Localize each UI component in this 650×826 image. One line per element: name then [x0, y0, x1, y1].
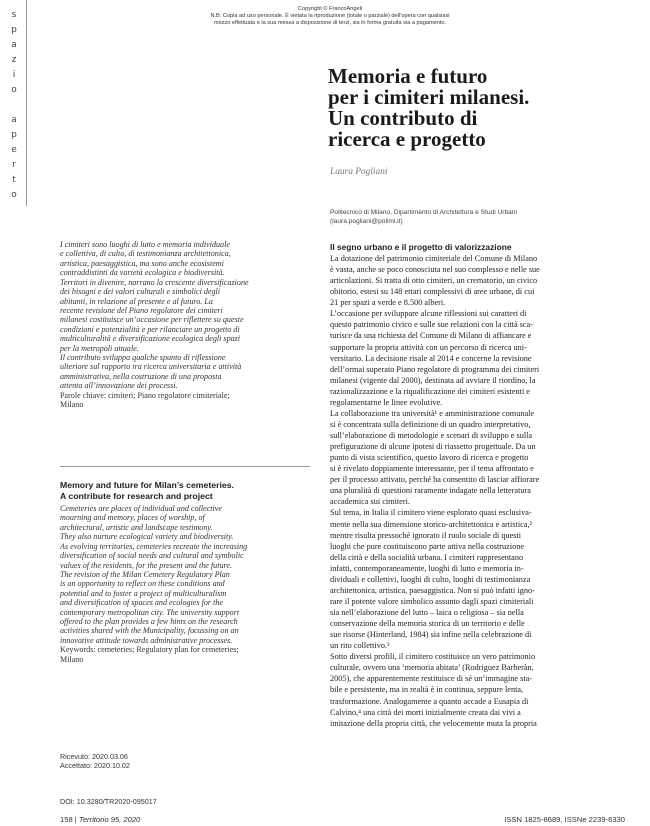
side-label-letter: i [12, 70, 16, 80]
abstract-line: They also nurture ecological variety and biodiversity. [60, 532, 234, 542]
abstract-line: The revision of the Milan Cemetery Regulatory Plan [60, 569, 230, 579]
body-text [330, 253, 628, 729]
abstract-title-line: Memory and future for Milan’s cemeteries. [60, 480, 234, 490]
article-title [328, 66, 638, 150]
body-line: questo patrimonio civico e sulle sue relazioni con la città sca- [330, 320, 533, 330]
body-line: per il processo attivato, perché ha consentito di lasciar affiorare [330, 475, 540, 485]
body-line: imitazione della propria città, che velocemente muta la propria [330, 718, 537, 728]
abstract-title-line: A contribute for research and project [60, 491, 213, 501]
body-line: trasformazione. Analogamente a quanto accade a Eusapia di [330, 696, 529, 706]
body-line: dell’ormai superato Piano regolatore di programma dei cimiteri [330, 364, 540, 374]
body-line: luoghi che pure costituiscono parte attiva nella costruzione [330, 541, 525, 551]
abstract-line: and diversification of spaces and ecologies for the [60, 598, 223, 608]
body-line: è vasta, anche se poco conosciuta nel suo complesso e nelle sue [330, 265, 540, 275]
keywords-line: Milano [60, 654, 84, 664]
body-line: architettonica, artistica, paesaggistica. Non si può infatti igno- [330, 585, 535, 595]
abstract-line: dei bisogni e dei valori culturali e simbolici degli [60, 287, 221, 297]
copyright-line: N.B: Copia ad uso personale. È vietata la riproduzione (totale o parziale) dell’opera con qualsiasi [210, 13, 450, 20]
abstract-line: e collettiva, di culto, di testimonianza architettonica, [60, 249, 231, 259]
body-line: 21 per spazi a verde e 8.500 alberi. [330, 298, 446, 308]
abstract-line: Territori in divenire, narrano la crescente diversificazione [60, 277, 249, 287]
body-line: culturale, ovvero una ‘memoria abitata’ (Rodriguez Barberàn, [330, 663, 534, 673]
body-line: bile e persistente, ma in realtà è in continua, seppure lenta, [330, 685, 524, 695]
body-line: turisce da una richiesta del Comune di Milano di affiancare e [330, 331, 532, 341]
side-label-letter: e [11, 145, 17, 155]
abstract-line: recente revisione del Piano regolatore dei cimiteri [60, 305, 223, 315]
side-label-letter: t [12, 175, 16, 185]
title-line: Un contributo di [328, 106, 478, 130]
body-line: sull’elaborazione di metodologie e scenari di sviluppo e sulla [330, 431, 533, 440]
author-affiliation [330, 209, 630, 226]
author-name: Laura Pogliani [330, 167, 388, 177]
journal-name: Territorio [78, 815, 109, 824]
body-line: un rito collettivo.³ [330, 641, 390, 651]
abstract-line: amministrativa, nella costruzione di una proposta [60, 371, 222, 381]
body-line: L’occasione per sviluppare alcune riflessioni sui caratteri di [330, 309, 527, 319]
title-line: per i cimiteri milanesi. [328, 85, 530, 109]
accepted-date: Accettato: 2020.10.02 [60, 760, 130, 770]
body-line: versitario. La decisione risale al 2014 e concerne la revisione [330, 353, 532, 363]
body-line: punto di vista scientifico, questo lavoro di ricerca e progetto [330, 453, 529, 463]
body-line: Sotto diversi profili, il cimitero costituisce un vero patrimonio [330, 652, 536, 662]
abstract-line: condizioni e potenzialità e per rilanciare un progetto di [60, 324, 240, 334]
abstract-line: per la metropoli attuale. [60, 343, 139, 353]
side-label-letter: p [11, 130, 17, 140]
abstract-line: architectural, artistic and landscape testimony. [60, 522, 213, 532]
keywords-line: Parole chiave: cimiteri; Piano regolatore cimiteriale; [60, 390, 230, 400]
doi: DOI: 10.3280/TR2020-095017 [60, 797, 157, 806]
body-line: si è rivelato doppiamente interessante, per il tema affrontato e [330, 464, 534, 474]
abstract-line: innovative attitude towards administrative processes. [60, 635, 233, 645]
copyright-line: Copyright © FrancoAngeli [297, 6, 363, 12]
issn: ISSN 1825-8689, ISSNe 2239-6330 [504, 815, 625, 824]
side-label-letter: z [11, 55, 17, 65]
abstract-line: Cemeteries are places of individual and collective [60, 504, 222, 513]
abstract-line: I cimiteri sono luoghi di lutto e memoria individuale [60, 240, 230, 249]
abstract-line: multiculturalità e diversificazione ecologica degli spazi [60, 334, 241, 344]
abstract-english-title [60, 480, 310, 502]
submission-dates [60, 753, 130, 770]
body-line: infatti, contemporaneamente, luoghi di lutto e memoria in- [330, 563, 524, 573]
side-label-letter: o [11, 190, 17, 200]
body-line: dividuali e collettivi, luoghi di culto, luoghi di testimonianza [330, 574, 531, 584]
section-heading: Il segno urbano e il progetto di valorizzazione [330, 242, 512, 252]
abstract-divider [60, 466, 310, 467]
abstract-line: values of the residents, for the present and the future. [60, 560, 232, 570]
body-line: prefigurazione di alcune ipotesi di riassetto progettuale. Da un [330, 442, 536, 452]
body-line: della città e della socialità urbana. I cimiteri rappresentano [330, 552, 524, 562]
abstract-line: is an opportunity to reflect on these conditions and [60, 579, 225, 589]
abstract-line: contemporary metropolitan city. The university support [60, 607, 240, 617]
body-line: si è concentrata sulla definizione di un quadro interpretativo, [330, 419, 531, 429]
body-line: sia nell’elaborazione del lutto – laica o religiosa – sia nella [330, 608, 524, 617]
abstract-line: abitanti, in relazione al presente e al futuro. La [60, 296, 213, 306]
title-line: ricerca e progetto [328, 127, 486, 151]
abstract-line: milanesi costituisce un’occasione per riflettere su queste [60, 315, 244, 325]
side-label-letter: a [11, 40, 17, 50]
side-label-letter: r [12, 160, 16, 170]
body-line: Calvino,⁴ una città dei morti inizialmente creata dai vivi a [330, 707, 521, 717]
page-number: 158 [60, 815, 73, 824]
body-line: mentre risulta pressoché ignorato il ruolo sociale di questi [330, 530, 522, 540]
body-line: obitorio, estesi su 148 ettari complessivi di aree urbane, di cui [330, 287, 535, 297]
body-line: una pluralità di questioni raramente indagate nella letteratura [330, 486, 531, 496]
abstract-line: Il contributo sviluppa qualche spunto di riflessione [60, 353, 226, 363]
body-line: articolazioni. Si tratta di otto cimiteri, un crematorio, un civico [330, 276, 538, 286]
copyright-notice [180, 6, 480, 28]
body-line: supportare la propria attività con un percorso di ricerca uni- [330, 342, 527, 352]
abstract-italian [60, 240, 303, 410]
abstract-line: activities shared with the Municipality, focussing on an [60, 626, 239, 636]
affiliation-line: Politecnico di Milano, Dipartimento di Architettura e Studi Urbani [330, 209, 517, 216]
abstract-line: artistica, paesaggistica, ma sono anche ecosistemi [60, 258, 224, 268]
side-label-letter: s [11, 10, 17, 20]
body-line: regolamentarne le linee evolutive. [330, 397, 443, 407]
body-line: La collaborazione tra università¹ e amministrazione comunale [330, 408, 535, 418]
body-line: sue risorse (Hinterland, 1984) sia infine nella celebrazione di [330, 630, 532, 640]
affiliation-line: (laura.pogliani@polimi.it) [330, 217, 403, 225]
body-line: rare il potente valore simbolico assunto dagli spazi cimiteriali [330, 596, 534, 606]
abstract-line: diversification of social needs and cultural and symbolic [60, 551, 244, 561]
abstract-line: ulteriore sul rapporto tra ricerca universitaria e attività [60, 362, 242, 372]
side-label-letter: p [11, 25, 17, 35]
body-line: razionalizzazione e la riqualificazione dei cimiteri esistenti e [330, 386, 530, 396]
title-line: Memoria e futuro [328, 64, 488, 88]
footer-separator: | [74, 815, 79, 824]
body-line: milanesi (vigente dal 2000), destinata ad avviare il riordino, la [330, 375, 536, 385]
abstract-line: contraddistinti da varietà ecologica e biodiversità. [60, 268, 225, 278]
keywords-line: Keywords: cemeteries; Regulatory plan for cemeteries; [60, 645, 239, 655]
body-line: conservazione della memoria storica di un territorio e delle [330, 619, 525, 629]
section-side-label [0, 0, 27, 206]
abstract-english [60, 504, 303, 664]
abstract-line: attenta all’innovazione dei processi. [60, 381, 178, 391]
received-date: Ricevuto: 2020.03.06 [60, 752, 128, 761]
page-footer-left [60, 815, 140, 824]
body-line: accademica sui cimiteri. [330, 497, 410, 507]
body-line: Sul tema, in Italia il cimitero viene esplorato quasi esclusiva- [330, 508, 532, 518]
copyright-line: mezzo effettuata e la sua messa a disposizione di terzi, sia in forma gratuita sia a pagamento. [213, 20, 447, 27]
body-line: La dotazione del patrimonio cimiteriale del Comune di Milano [330, 254, 538, 263]
side-label-letter: o [11, 85, 17, 95]
journal-issue: 95, 2020 [110, 815, 141, 824]
body-line: 2005), che apparentemente restituisce di sé un’immagine sta- [330, 674, 533, 684]
body-line: mente nella sua dimensione storico-architettonica e artistica,² [330, 519, 533, 529]
abstract-line: offered to the plan provides a few hints on the research [60, 617, 238, 627]
abstract-line: mourning and memory, places of worship, of [60, 513, 205, 523]
abstract-line: As evolving territories, cemeteries recreate the increasing [60, 541, 248, 551]
abstract-line: potential and to foster a project of multiculturalism [60, 588, 227, 598]
side-label-letter: a [11, 115, 17, 125]
keywords-line: Milano [60, 400, 84, 410]
